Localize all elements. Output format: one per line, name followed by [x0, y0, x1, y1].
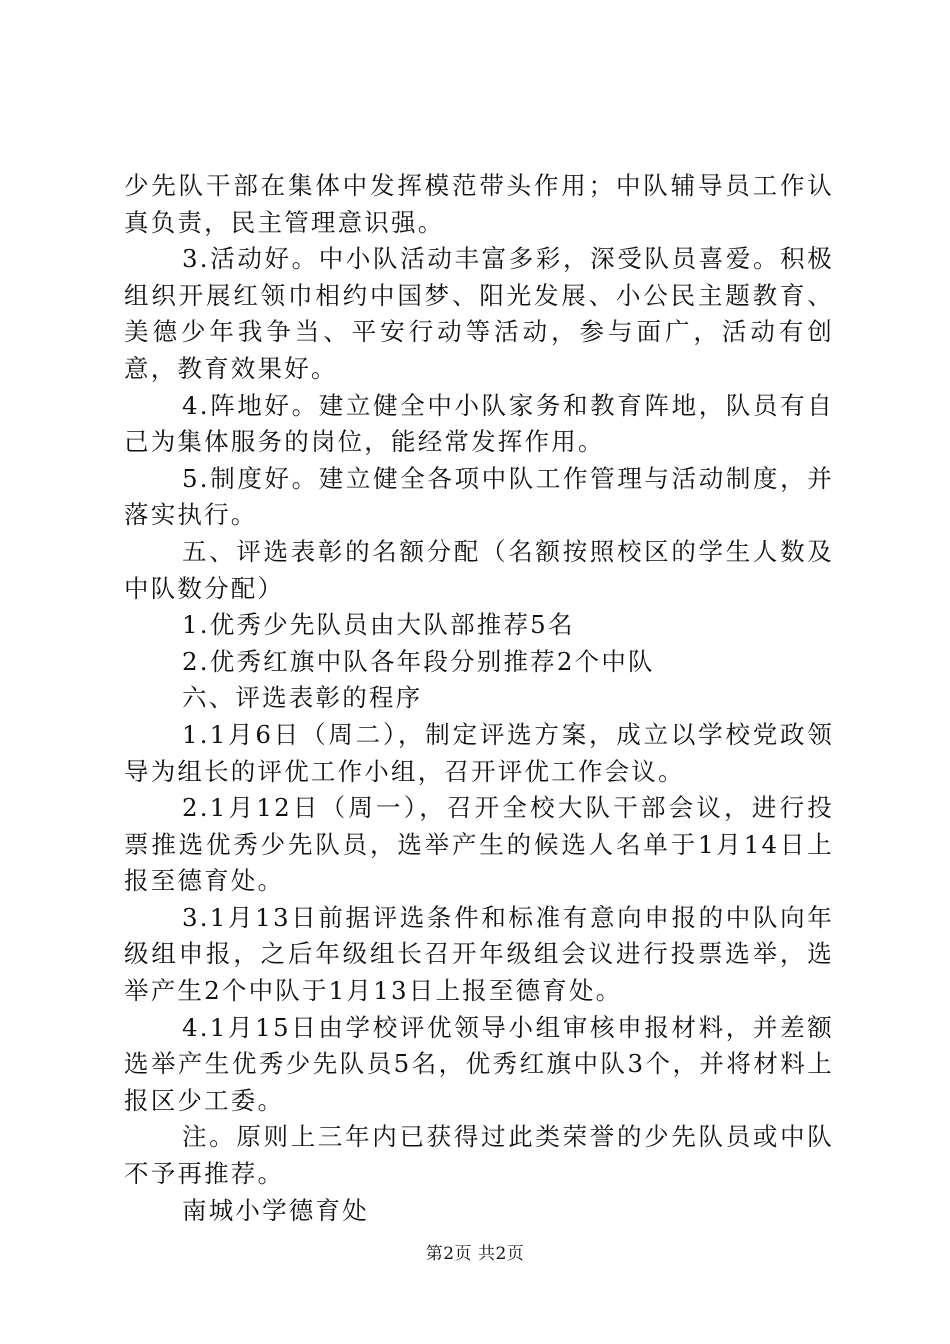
paragraph-procedure-2: 2.1月12日（周一），召开全校大队干部会议，进行投票推选优秀少先队员，选举产生的候选人名单于1月14日上报至德育处。 [124, 793, 834, 896]
section-heading-procedure: 六、评选表彰的程序 [182, 683, 423, 713]
paragraph-procedure-3: 3.1月13日前据评选条件和标准有意向申报的中队向年级组申报，之后年级组长召开年级组会议进行投票选举，选举产生2个中队于1月13日上报至德育处。 [124, 902, 834, 1006]
document-body [124, 168, 834, 1229]
signature-line: 南城小学德育处 [182, 1195, 369, 1225]
paragraph-quota-2: 2.优秀红旗中队各年段分别推荐2个中队 [182, 646, 655, 676]
paragraph-criterion-3: 3.活动好。中小队活动丰富多彩，深受队员喜爱。积极组织开展红领巾相约中国梦、阳光发展、小公民主题教育、美德少年我争当、平安行动等活动，参与面广，活动有创意，教育效果好。 [124, 244, 834, 383]
page-number-footer: 第2页 共2页 [425, 1244, 525, 1264]
paragraph-procedure-1: 1.1月6日（周二），制定评选方案，成立以学校党政领导为组长的评优工作小组，召开评优工作会议。 [124, 719, 834, 786]
paragraph-continuation: 少先队干部在集体中发挥模范带头作用；中队辅导员工作认真负责，民主管理意识强。 [124, 171, 834, 237]
paragraph-quota-1: 1.优秀少先队员由大队部推荐5名 [182, 610, 575, 640]
paragraph-note: 注。原则上三年内已获得过此类荣誉的少先队员或中队不予再推荐。 [124, 1122, 834, 1189]
paragraph-criterion-4: 4.阵地好。建立健全中小队家务和教育阵地，队员有自己为集体服务的岗位，能经常发挥作用。 [124, 390, 834, 457]
paragraph-procedure-4: 4.1月15日由学校评优领导小组审核申报材料，并差额选举产生优秀少先队员5名，优秀红旗中队3个，并将材料上报区少工委。 [124, 1012, 834, 1115]
section-heading-quota: 五、评选表彰的名额分配（名额按照校区的学生人数及中队数分配） [124, 536, 834, 603]
paragraph-criterion-5: 5.制度好。建立健全各项中队工作管理与活动制度，并落实执行。 [124, 463, 834, 530]
